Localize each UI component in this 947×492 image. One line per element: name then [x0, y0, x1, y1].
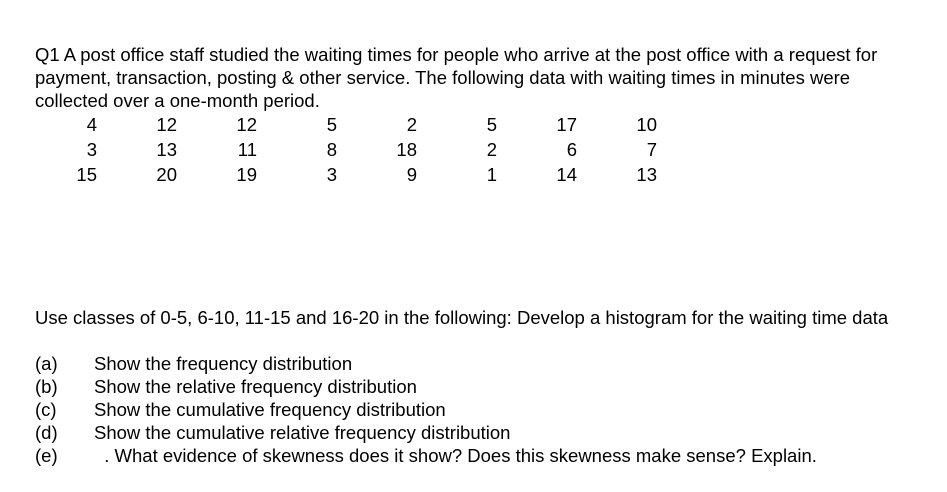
part-label: (d)	[35, 422, 58, 443]
part-label: (b)	[35, 376, 58, 397]
table-cell: 6	[566, 139, 577, 160]
part-text: Show the cumulative relative frequency distribution	[94, 422, 511, 443]
list-item	[35, 398, 915, 421]
table-cell: 19	[236, 164, 257, 185]
part-label: (c)	[35, 399, 57, 420]
table-cell: 9	[406, 164, 417, 185]
list-item	[35, 444, 915, 467]
table-cell: 12	[236, 114, 257, 135]
part-label: (a)	[35, 353, 58, 374]
table-cell: 5	[326, 114, 337, 135]
table-cell: 2	[486, 139, 497, 160]
table-cell: 3	[86, 139, 97, 160]
parts-list	[35, 352, 915, 467]
table-cell: 18	[396, 139, 417, 160]
table-cell: 14	[556, 164, 577, 185]
table-cell: 1	[486, 164, 497, 185]
table-row	[35, 112, 657, 137]
list-item	[35, 375, 915, 398]
instructions-text: Use classes of 0-5, 6-10, 11-15 and 16-20 in the following: Develop a histogram for the waiting time data	[35, 307, 889, 328]
table-cell: 15	[76, 164, 97, 185]
table-cell: 12	[156, 114, 177, 135]
list-item	[35, 352, 915, 375]
question-block	[35, 43, 915, 112]
table-cell: 8	[326, 139, 337, 160]
table-cell: 13	[156, 139, 177, 160]
table-cell: 10	[636, 114, 657, 135]
part-text: Show the relative frequency distribution	[94, 376, 417, 397]
table-cell: 7	[646, 139, 657, 160]
part-text: . What evidence of skewness does it show? Does this skewness make sense? Explain.	[94, 445, 817, 466]
table-cell: 2	[406, 114, 417, 135]
table-cell: 4	[86, 114, 97, 135]
table-cell: 5	[486, 114, 497, 135]
question-text: Q1 A post office staff studied the waiting times for people who arrive at the post office with a request for payment, transaction, posting & other service. The following data with waiting times in minutes were collected over a one-month period.	[35, 44, 878, 111]
part-text: Show the frequency distribution	[94, 353, 353, 374]
table-cell: 11	[237, 139, 257, 160]
table-cell: 13	[636, 164, 657, 185]
table-cell: 17	[556, 114, 577, 135]
part-label: (e)	[35, 445, 58, 466]
instructions-block	[35, 306, 915, 329]
table-cell: 20	[156, 164, 177, 185]
list-item	[35, 421, 915, 444]
table-cell: 3	[326, 164, 337, 185]
table-row	[35, 162, 657, 187]
part-text: Show the cumulative frequency distribution	[94, 399, 446, 420]
table-row	[35, 137, 657, 162]
waiting-times-table	[35, 112, 657, 187]
